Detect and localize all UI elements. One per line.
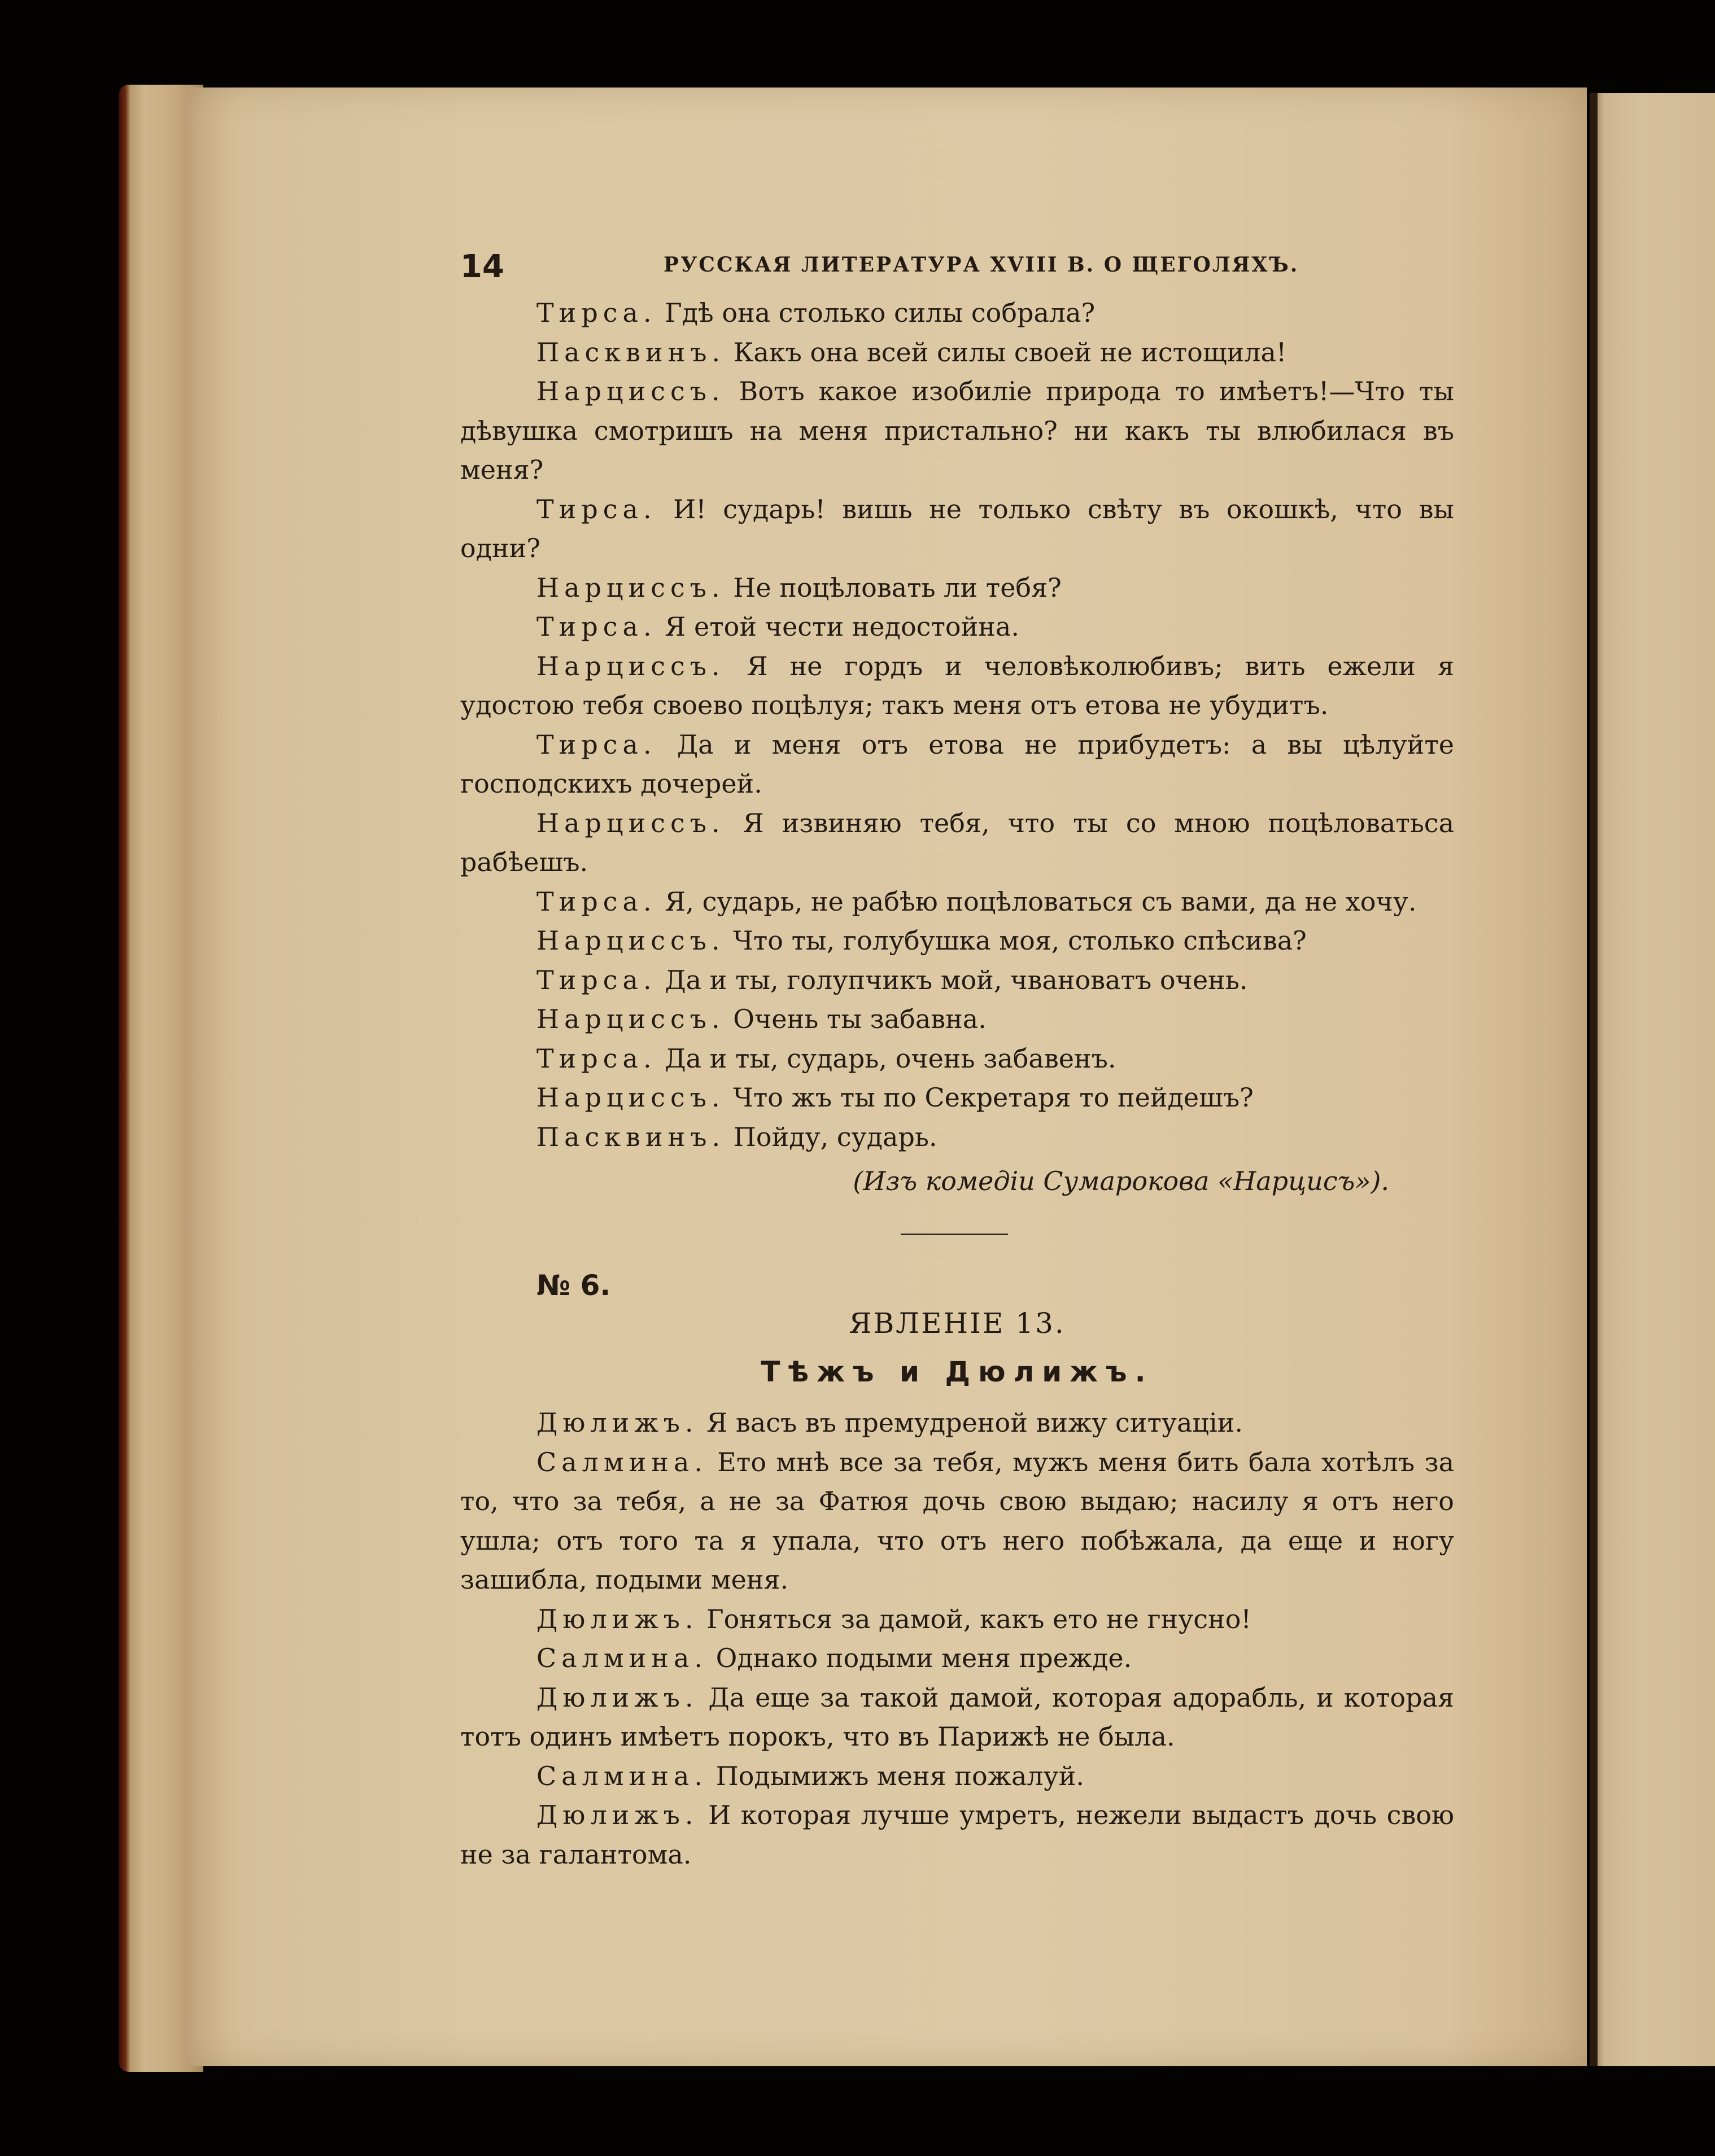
- dialogue-line: [460, 1639, 1454, 1678]
- line-text: Я, сударь, не рабѣю поцѣловаться съ вами, да не хочу.: [656, 886, 1417, 917]
- speaker-name: Нарциссъ.: [536, 1004, 725, 1034]
- dialogue-line: [460, 490, 1454, 568]
- speaker-name: Тирса.: [536, 1043, 657, 1074]
- line-text: И! сударь! вишь не только свѣту въ окошкѣ, что вы одни?: [460, 493, 1454, 563]
- dialogue-section-1: [460, 294, 1454, 1201]
- dialogue-section-2: [460, 1269, 1454, 1874]
- line-text: Да и меня отъ етова не прибудетъ: а вы цѣлуйте господскихъ дочерей.: [460, 729, 1454, 799]
- dialogue-line: [460, 1796, 1454, 1874]
- scene-title: ЯВЛЕНІЕ 13.: [849, 1307, 1066, 1340]
- dialogue-line: [460, 568, 1454, 608]
- speaker-name: Нарциссъ.: [536, 572, 725, 603]
- line-text: Какъ она всей силы своей не истощила!: [725, 336, 1287, 368]
- line-text: Я васъ въ премудреной вижу ситуаціи.: [698, 1407, 1243, 1438]
- speaker-name: Салмина.: [536, 1760, 708, 1791]
- speaker-name: Дюлижъ.: [536, 1682, 699, 1713]
- dialogue-line: [460, 1443, 1454, 1600]
- scene-subtitle: Тѣжъ и Дюлижъ.: [761, 1355, 1154, 1388]
- line-text: Подымижъ меня пожалуй.: [708, 1760, 1084, 1791]
- speaker-name: Нарциссъ.: [536, 376, 725, 406]
- dialogue-line: [460, 1118, 1454, 1157]
- line-text: Что жъ ты по Секретаря то пейдешъ?: [725, 1082, 1254, 1113]
- excerpt-number: № 6.: [536, 1269, 611, 1302]
- speaker-name: Пасквинъ.: [536, 1121, 726, 1152]
- dialogue-line: [460, 1039, 1454, 1079]
- line-text: Не поцѣловать ли тебя?: [725, 572, 1062, 603]
- section-divider: [901, 1234, 1008, 1235]
- dialogue-line: [460, 294, 1454, 333]
- dialogue-line: [460, 647, 1454, 725]
- line-text: Да и ты, сударь, очень забавенъ.: [656, 1043, 1116, 1074]
- line-text: Что ты, голубушка моя, столько спѣсива?: [725, 925, 1307, 956]
- speaker-name: Дюлижъ.: [536, 1407, 699, 1438]
- dialogue-line: [460, 804, 1454, 882]
- line-text: Пойду, сударь.: [725, 1121, 937, 1152]
- line-text: Гдѣ она столько силы собрала?: [656, 298, 1096, 328]
- dialogue-line: [460, 372, 1454, 490]
- line-text: Да еще за такой дамой, которая адорабль, и которая тотъ одинъ имѣетъ порокъ, что въ Парижѣ не была.: [460, 1682, 1454, 1752]
- speaker-name: Нарциссъ.: [536, 925, 725, 956]
- running-head: [460, 248, 1454, 294]
- line-text: Ето мнѣ все за тебя, мужъ меня бить бала хотѣлъ за то, что за тебя, а не за Фатюя дочь свою выдаю; насилу я отъ него ушла; отъ того та я упала, что отъ него побѣжала, да еще и ногу зашибла, подыми меня.: [460, 1446, 1454, 1595]
- line-text: Я етой чести недостойна.: [656, 611, 1019, 642]
- speaker-name: Нарциссъ.: [536, 807, 725, 838]
- dialogue-line: [460, 1000, 1454, 1039]
- dialogue-line: [460, 1600, 1454, 1639]
- speaker-name: Тирса.: [536, 886, 657, 917]
- line-text: Очень ты забавна.: [725, 1004, 987, 1034]
- speaker-name: Салмина.: [536, 1446, 708, 1477]
- dialogue-line: [460, 882, 1454, 922]
- line-text: Я извиняю тебя, что ты со мною поцѣловатьса рабѣешъ.: [460, 807, 1454, 877]
- dialogue-line: [460, 1403, 1454, 1443]
- speaker-name: Дюлижъ.: [536, 1800, 699, 1830]
- running-title: РУССКАЯ ЛИТЕРАТУРА XVIII В. О ЩЕГОЛЯХЪ.: [664, 253, 1299, 277]
- speaker-name: Тирса.: [536, 611, 657, 642]
- speaker-name: Тирса.: [536, 964, 657, 995]
- speaker-name: Тирса.: [536, 493, 657, 524]
- speaker-name: Салмина.: [536, 1643, 708, 1673]
- source-attribution: (Изъ комедіи Сумарокова «Нарцисъ»).: [853, 1166, 1389, 1196]
- dialogue-line: [460, 961, 1454, 1000]
- page-content: [460, 248, 1454, 1874]
- speaker-name: Пасквинъ.: [536, 336, 726, 368]
- dialogue-line: [460, 1757, 1454, 1796]
- page-number: 14: [460, 248, 504, 285]
- line-text: Да и ты, голупчикъ мой, чвановатъ очень.: [656, 964, 1248, 995]
- speaker-name: Нарциссъ.: [536, 1082, 725, 1113]
- line-text: Вотъ какое изобиліе природа то имѣетъ!—Что ты дѣвушка смотришъ на меня пристально? ни какъ ты влюбилася въ меня?: [460, 376, 1454, 485]
- dialogue-line: [460, 333, 1454, 373]
- speaker-name: Нарциссъ.: [536, 650, 725, 681]
- line-text: И которая лучше умретъ, нежели выдастъ дочь свою не за галантома.: [460, 1800, 1454, 1870]
- facing-page-edge: [1590, 93, 1715, 2066]
- speaker-name: Дюлижъ.: [536, 1603, 699, 1634]
- dialogue-line: [460, 1078, 1454, 1118]
- dialogue-line: [460, 607, 1454, 647]
- dialogue-line: [460, 921, 1454, 961]
- line-text: Однако подыми меня прежде.: [708, 1643, 1132, 1673]
- speaker-name: Тирса.: [536, 298, 657, 328]
- dialogue-line: [460, 725, 1454, 804]
- dialogue-line: [460, 1678, 1454, 1757]
- line-text: Я не гордъ и человѣколюбивъ; вить ежели я удостою тебя своево поцѣлуя; такъ меня отъ етова не убудитъ.: [460, 650, 1454, 720]
- speaker-name: Тирса.: [536, 729, 657, 760]
- line-text: Гоняться за дамой, какъ ето не гнусно!: [698, 1603, 1251, 1634]
